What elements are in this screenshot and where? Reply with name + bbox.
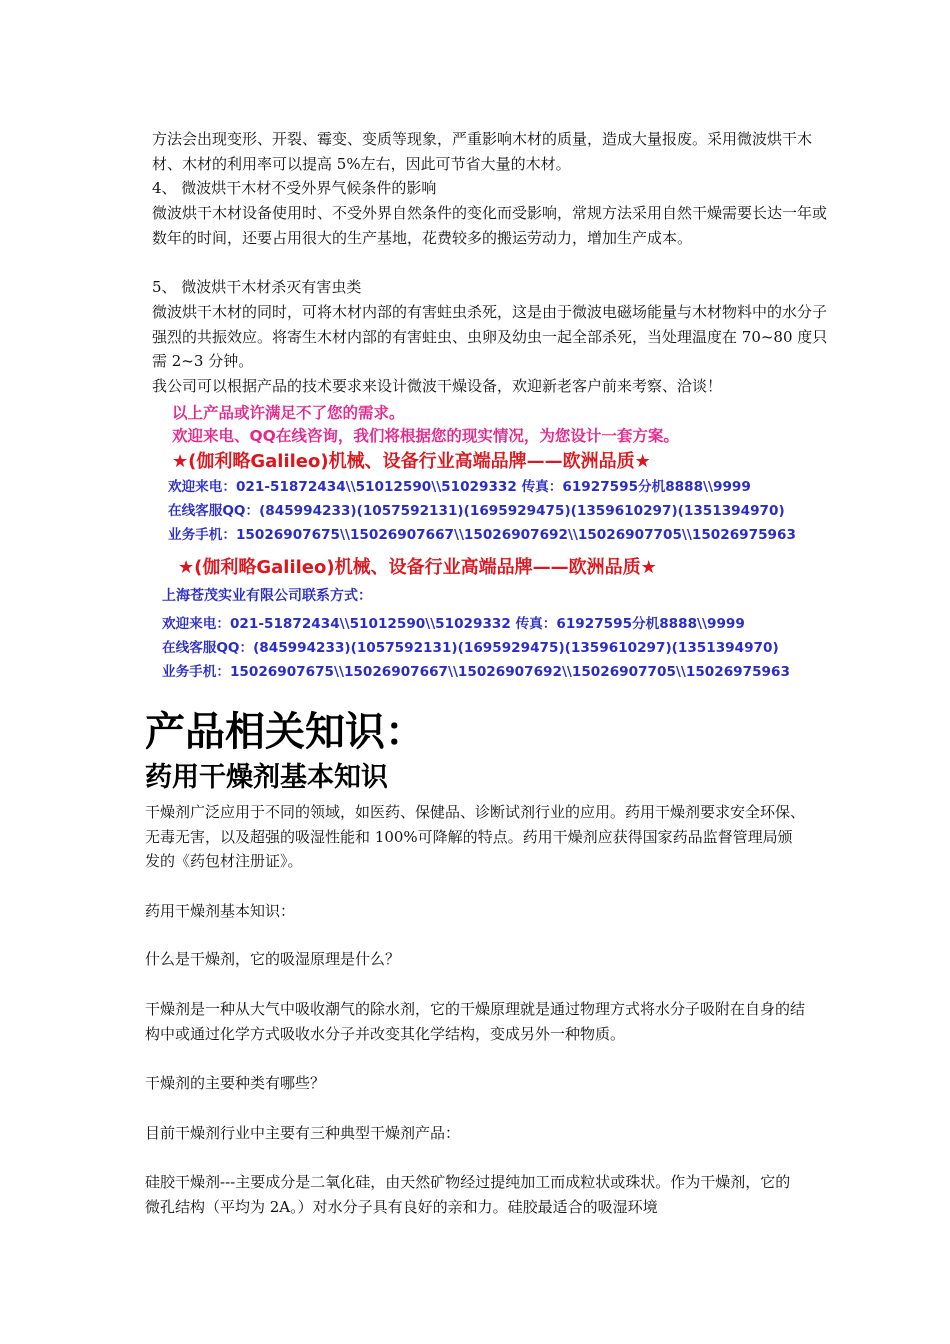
ad2-mobile: 业务手机：15026907675\\15026907667\\15026907692\\15026907705\\15026975963 bbox=[162, 664, 790, 680]
item5-heading: 5、 微波烘干木材杀灭有害虫类 bbox=[152, 278, 362, 296]
ad1-brand: ★(伽利略Galileo)机械、设备行业高端品牌——欧洲品质★ bbox=[172, 451, 651, 472]
body-paragraph-2: 药用干燥剂基本知识： bbox=[145, 902, 296, 920]
body-paragraph-7: 硅胶干燥剂---主要成分是二氧化硅，由天然矿物经过提纯加工而成粒状或珠状。作为干燥剂，它的微孔结构（平均为 2A。）对水分子具有良好的亲和力。硅胶最适合的吸湿环境 bbox=[145, 1173, 791, 1216]
closing-paragraph: 我公司可以根据产品的技术要求来设计微波干燥设备，欢迎新老客户前来考察、洽谈！ bbox=[152, 377, 723, 395]
body-paragraph-1: 干燥剂广泛应用于不同的领域，如医药、保健品、诊断试剂行业的应用。药用干燥剂要求安全环保、无毒无害，以及超强的吸湿性能和 100%可降解的特点。药用干燥剂应获得国家药品监督管理局颁发的《药包材注册证》。 bbox=[145, 803, 806, 870]
ad1-phone: 欢迎来电：021-51872434\\51012590\\51029332 传真：61927595分机8888\\9999 bbox=[168, 479, 751, 495]
item5-body: 微波烘干木材的同时，可将木材内部的有害蛀虫杀死，这是由于微波电磁场能量与木材物料中的水分子强烈的共振效应。将寄生木材内部的有害蛀虫、虫卵及幼虫一起全部杀死，当处理温度在 70~80 度只需 2~3 分钟。 bbox=[152, 303, 828, 370]
ad1-line1: 以上产品或许满足不了您的需求。 bbox=[172, 404, 405, 422]
ad2-qq: 在线客服QQ：(845994233)(1057592131)(1695929475)(1359610297)(1351394970) bbox=[162, 640, 779, 656]
body-paragraph-3: 什么是干燥剂，它的吸湿原理是什么？ bbox=[145, 950, 401, 968]
ad1-mobile: 业务手机：15026907675\\15026907667\\15026907692\\15026907705\\15026975963 bbox=[168, 527, 796, 543]
item4-body: 微波烘干木材设备使用时、不受外界自然条件的变化而受影响，常规方法采用自然干燥需要长达一年或数年的时间，还要占用很大的生产基地，花费较多的搬运劳动力，增加生产成本。 bbox=[152, 204, 828, 247]
body-paragraph-4: 干燥剂是一种从大气中吸收潮气的除水剂，它的干燥原理就是通过物理方式将水分子吸附在自身的结构中或通过化学方式吸收水分子并改变其化学结构，变成另外一种物质。 bbox=[145, 1000, 806, 1043]
ad2-company: 上海苍茂实业有限公司联系方式： bbox=[162, 588, 372, 604]
ad2-brand: ★(伽利略Galileo)机械、设备行业高端品牌——欧洲品质★ bbox=[178, 557, 657, 578]
section-title: 产品相关知识： bbox=[145, 709, 425, 755]
body-paragraph-5: 干燥剂的主要种类有哪些？ bbox=[145, 1074, 326, 1092]
item4-heading: 4、 微波烘干木材不受外界气候条件的影响 bbox=[152, 179, 437, 197]
intro-paragraph: 方法会出现变形、开裂、霉变、变质等现象，严重影响木材的质量，造成大量报废。采用微波烘干木材、木材的利用率可以提高 5%左右，因此可节省大量的木材。 bbox=[152, 130, 813, 173]
ad1-qq: 在线客服QQ：(845994233)(1057592131)(1695929475)(1359610297)(1351394970) bbox=[168, 503, 785, 519]
ad1-line2: 欢迎来电、QQ在线咨询，我们将根据您的现实情况，为您设计一套方案。 bbox=[172, 427, 679, 445]
body-paragraph-6: 目前干燥剂行业中主要有三种典型干燥剂产品： bbox=[145, 1124, 461, 1142]
section-subtitle: 药用干燥剂基本知识 bbox=[145, 762, 388, 793]
ad2-phone: 欢迎来电：021-51872434\\51012590\\51029332 传真：61927595分机8888\\9999 bbox=[162, 616, 745, 632]
